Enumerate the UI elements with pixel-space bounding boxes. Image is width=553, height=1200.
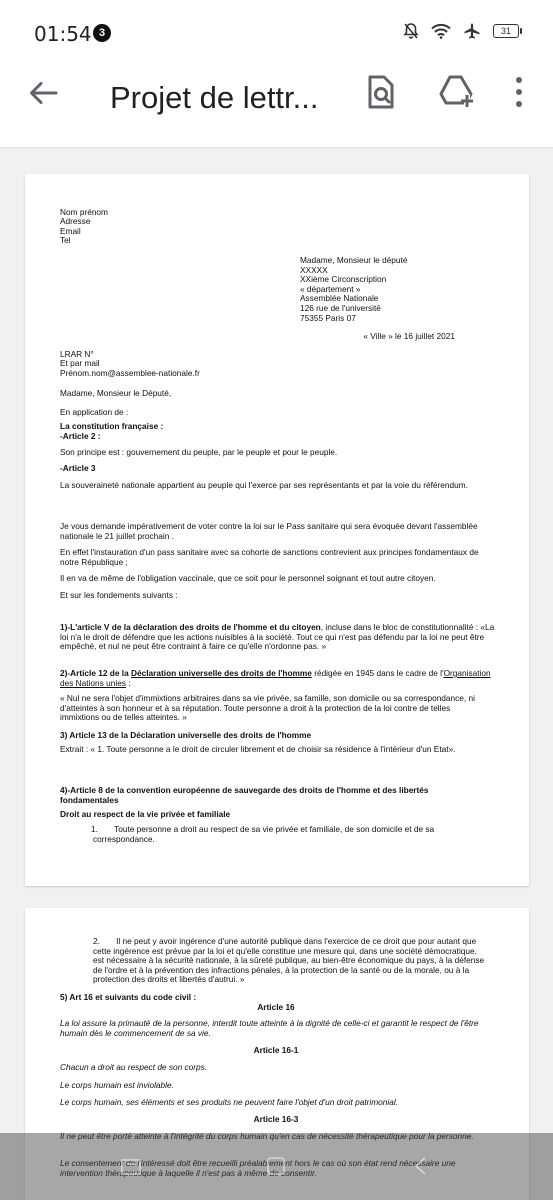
udhr-link[interactable]: Déclaration universelle des droits de l'homme: [131, 668, 312, 678]
article16-1-p2: Le corps humain est inviolable.: [60, 1080, 174, 1090]
article8-subheading: Droit au respect de la vie privée et familiale: [60, 809, 231, 819]
recipient-line: XXXXX: [300, 264, 328, 275]
article13-heading: 3) Article 13 de la Déclaration universelle des droits de l'homme: [60, 730, 312, 740]
recents-icon[interactable]: [120, 1155, 142, 1177]
recipient-line: « département »: [300, 283, 361, 294]
salutation: Madame, Monsieur le Député,: [60, 388, 172, 398]
airplane-icon: [463, 22, 481, 40]
sender-block: [60, 208, 210, 246]
document-title: Projet de lettr...: [110, 80, 319, 115]
sender-line: Email: [60, 225, 81, 236]
system-nav-bar: [0, 1133, 553, 1200]
lrar-line: Prénom.nom@assemblee-nationale.fr: [60, 367, 200, 378]
article16-1-p3: Le corps humain, ses éléments et ses produits ne peuvent faire l'objet d'un droit patrimonial.: [60, 1097, 398, 1107]
recipient-line: 75355 Paris 07: [300, 312, 356, 323]
back-icon[interactable]: [410, 1155, 432, 1177]
recipient-line: Madame, Monsieur le député: [300, 255, 408, 265]
article3-text: La souveraineté nationale appartient au peuple qui l'exerce par ses représentants et par la voie du référendum.: [60, 480, 468, 490]
effect-paragraph: En effet l'instauration d'un pass sanitaire avec sa cohorte de sanctions contrevient aux principes fondamentaux de notre République ;: [60, 547, 479, 567]
constitution-heading: La constitution française :: [60, 421, 164, 431]
recipient-line: XXième Circonscription: [300, 274, 387, 285]
battery-level: 31: [500, 26, 511, 36]
app-bar: [0, 62, 553, 148]
recipient-line: Assemblée Nationale: [300, 293, 379, 304]
sender-line: Nom prénom: [60, 207, 108, 217]
article2-text: Son principe est : gouvernement du peuple, par le peuple et pour le peuple.: [60, 447, 338, 457]
notification-count-badge: 3: [93, 24, 111, 42]
lrar-block: [60, 350, 260, 378]
lrar-line: Et par mail: [60, 358, 100, 369]
sender-line: Tel: [60, 235, 71, 246]
article12-quote: « Nul ne sera l'objet d'immixtions arbitraires dans sa vie privée, sa famille, son domicile ou sa correspondance, ni d'atteintes à son honneur et à sa réputation. Toute personne a droit à la protection de la loi contre de telles immixtions ou de telles atteintes. »: [60, 693, 475, 723]
list-number: 2.: [93, 936, 100, 946]
battery-icon: [493, 24, 519, 38]
article12-mid: rédigée en 1945 dans le cadre de l': [311, 668, 444, 678]
article8-item-2: [93, 937, 485, 985]
article8-item-1: [93, 825, 487, 844]
article12-paragraph: [60, 669, 496, 688]
date-line: « Ville » le 16 juillet 2021: [363, 331, 455, 341]
search-document-icon[interactable]: [364, 74, 398, 110]
article12-suffix: :: [125, 677, 131, 688]
article12-prefix: 2)-Article 12 de la: [60, 668, 132, 678]
article3-heading: -Article 3: [60, 463, 96, 473]
document-page-1[interactable]: [25, 174, 529, 886]
mute-icon: [403, 22, 419, 40]
home-icon[interactable]: [265, 1155, 287, 1177]
status-icons: [403, 22, 519, 40]
request-paragraph: Je vous demande impérativement de voter contre la loi sur le Pass sanitaire qui sera évoquée devant l'assemblée nationale le 21 juillet prochain .: [60, 521, 478, 541]
recipient-block: [300, 256, 500, 323]
lrar-line: LRAR N°: [60, 349, 94, 359]
un-link[interactable]: Organisation des Nations unies: [60, 668, 491, 688]
status-bar: [0, 0, 553, 62]
article16-3-title: Article 16-3: [253, 1114, 299, 1124]
wifi-icon: [431, 23, 451, 39]
foundations-paragraph: Et sur les fondements suivants :: [60, 590, 178, 600]
article16-title: Article 16: [257, 1002, 295, 1012]
article16-section-heading: 5) Art 16 et suivants du code civil :: [60, 992, 197, 1002]
list-text: Il ne peut y avoir ingérence d'une autorité publique dans l'exercice de ce droit que pour autant que cette ingérence est prévue par la loi et qu'elle constitue une mesure qui, dans une société démocratique, est nécessaire à la sécurité nationale, à la sûreté publique, au bien-être économique du pays, à la défense de l'ordre et à la prévention des infractions pénales, à la protection de la santé ou de la morale, ou à la protection des droits et libertés d'autrui. »: [93, 936, 485, 985]
list-number: 1.: [91, 824, 98, 834]
article5-paragraph: [60, 623, 496, 652]
article5-heading: 1)-L'article V de la déclaration des droits de l'homme et du citoyen: [60, 622, 321, 632]
article16-3-p2: Le consentement de l'intéressé doit être recueilli préalablement hors le cas où son état rend nécessaire une intervention thérapeutique à laquelle il n'est pas à même de consentir.: [60, 1158, 456, 1178]
article8-heading: 4)-Article 8 de la convention européenne de sauvegarde des droits de l'homme et des libertés fondamentales: [60, 785, 429, 805]
article16-text: La loi assure la primauté de la personne, interdit toute atteinte à la dignité de celle-ci et garantit le respect de l'être humain dès le commencement de sa vie.: [60, 1018, 479, 1038]
article2-heading: -Article 2 :: [60, 431, 101, 441]
add-to-drive-icon[interactable]: [438, 74, 476, 110]
back-arrow-icon[interactable]: [26, 76, 60, 110]
intro-text: En application de :: [60, 407, 129, 417]
article16-1-p1: Chacun a droit au respect de son corps.: [60, 1062, 208, 1072]
recipient-line: 126 rue de l'université: [300, 302, 381, 313]
article16-1-title: Article 16-1: [253, 1045, 299, 1055]
article16-3-p1: Il ne peut être porté atteinte à l'intégrité du corps humain qu'en cas de nécessité thérapeutique pour la personne.: [60, 1131, 474, 1141]
list-text: Toute personne a droit au respect de sa vie privée et familiale, de son domicile et de sa correspondance.: [93, 824, 435, 844]
article13-text: Extrait : « 1. Toute personne a le droit de circuler librement et de choisir sa résidence à l'intérieur d'un Etat».: [60, 744, 456, 754]
article5-text: , incluse dans le bloc de constitutionnalité : «La loi n'a le droit de défendre que les actions nuisibles à la société. Tout ce qui n'est pas défendu par la loi ne peut être empêché, et nul ne peut être contraint à faire ce qu'elle n'ordonne pas. »: [60, 622, 495, 652]
status-time: 01:54: [34, 22, 92, 46]
sender-line: Adresse: [60, 216, 91, 227]
more-vert-icon[interactable]: [510, 74, 528, 110]
vaccine-paragraph: Il en va de même de l'obligation vaccinale, que ce soit pour le personnel soignant et tout autre citoyen.: [60, 573, 436, 583]
